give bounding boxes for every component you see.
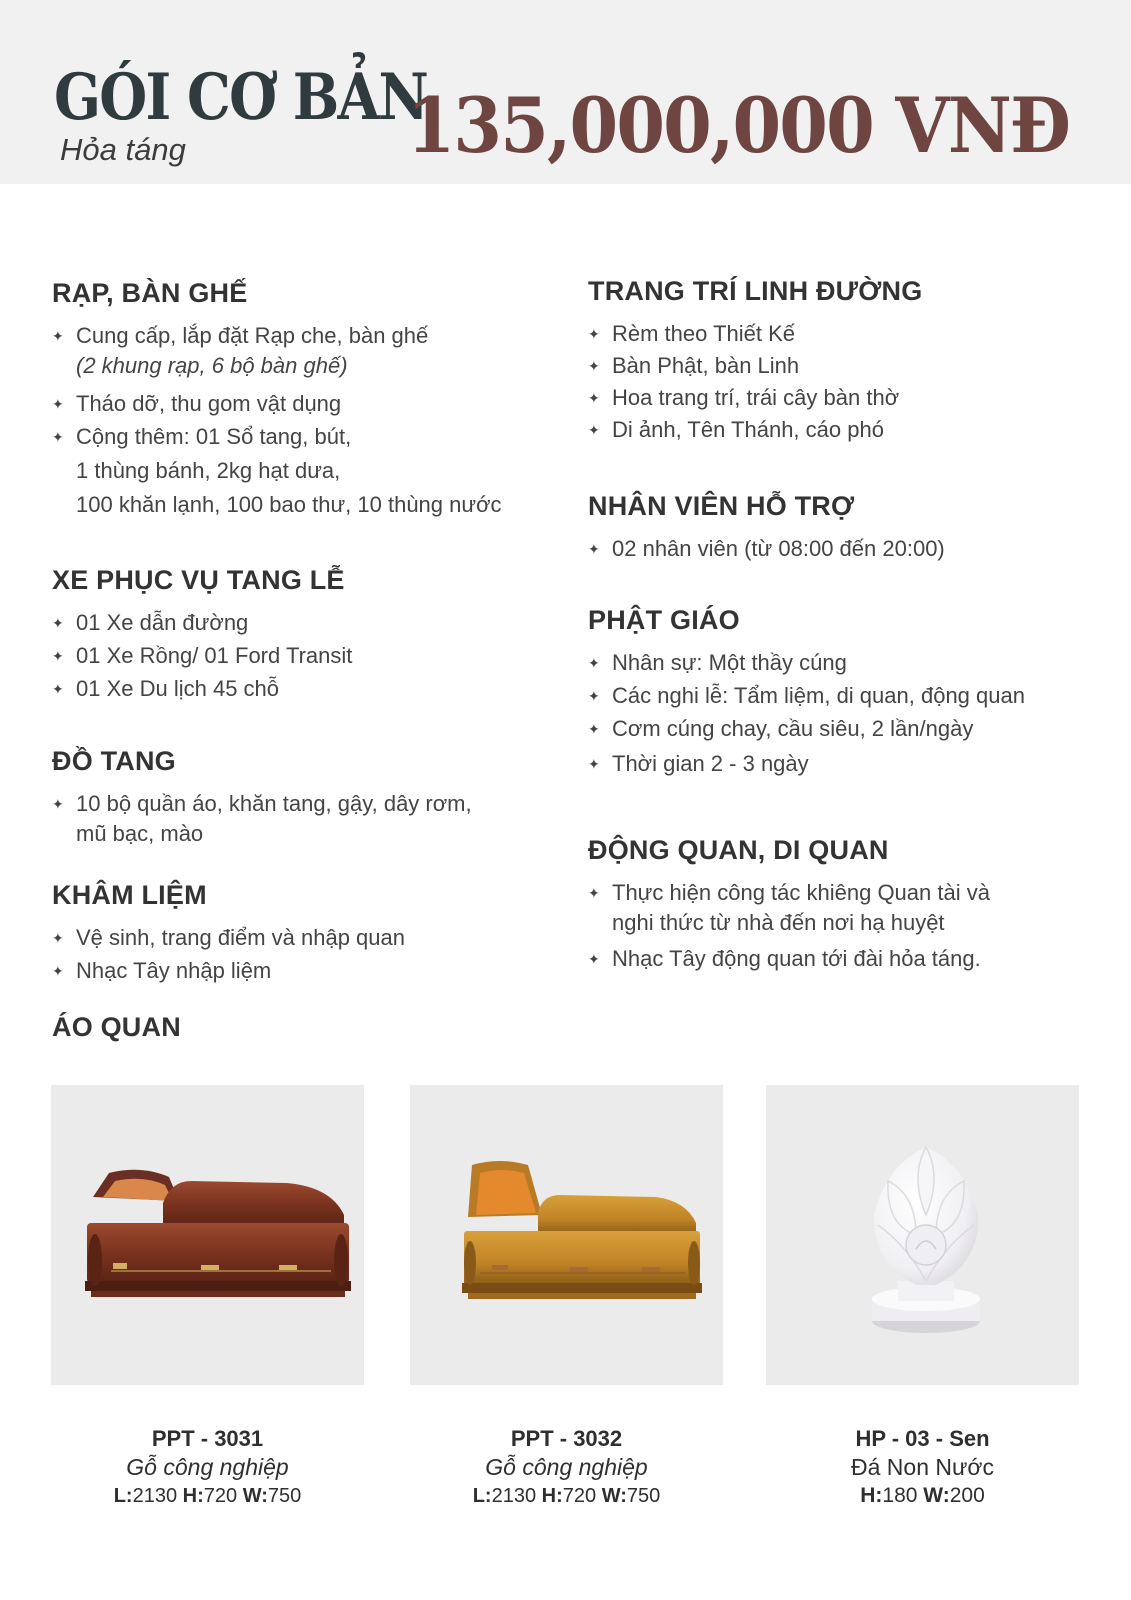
section-title: RẠP, BÀN GHẾ bbox=[52, 278, 248, 308]
section-xe-phuc-vu bbox=[52, 565, 552, 707]
list-item: ✦ Nhân sự: Một thầy cúng bbox=[588, 648, 1108, 678]
list-item: ✦ Rèm theo Thiết Kế bbox=[588, 319, 1088, 349]
list-item: ✦ 10 bộ quần áo, khăn tang, gậy, dây rơm, mũ bạc, mào bbox=[52, 791, 472, 846]
sparkle-bullet-icon: ✦ bbox=[52, 930, 64, 946]
list-item: ✦ Tháo dỡ, thu gom vật dụng bbox=[52, 389, 552, 419]
section-do-tang bbox=[52, 746, 552, 852]
product-dimensions: L:2130 H:720 W:750 bbox=[113, 1485, 302, 1507]
sparkle-bullet-icon: ✦ bbox=[588, 688, 600, 704]
sparkle-bullet-icon: ✦ bbox=[52, 396, 64, 412]
sparkle-bullet-icon: ✦ bbox=[588, 422, 600, 438]
sparkle-bullet-icon: ✦ bbox=[52, 796, 64, 812]
list-item: ✦ Hoa trang trí, trái cây bàn thờ bbox=[588, 383, 1088, 413]
product-dimensions: L:2130 H:720 W:750 bbox=[472, 1485, 661, 1507]
section-title: XE PHỤC VỤ TANG LỄ bbox=[52, 565, 345, 595]
section-title: ĐỒ TANG bbox=[52, 746, 176, 776]
package-subtitle: Hỏa táng bbox=[60, 132, 186, 167]
section-title: ÁO QUAN bbox=[52, 1012, 181, 1042]
section-kham-liem bbox=[52, 880, 552, 989]
product-caption-2 bbox=[410, 1425, 723, 1511]
list-item: ✦ 01 Xe dẫn đường bbox=[52, 608, 552, 638]
list-item: ✦ Thực hiện công tác khiêng Quan tài và nghi thức từ nhà đến nơi hạ huyệt bbox=[588, 880, 990, 935]
header-banner bbox=[0, 0, 1131, 184]
section-nhan-vien bbox=[588, 491, 1088, 567]
section-title: TRANG TRÍ LINH ĐƯỜNG bbox=[588, 276, 923, 306]
list-item: ✦ Bàn Phật, bàn Linh bbox=[588, 351, 1088, 381]
list-item: ✦ Cơm cúng chay, cầu siêu, 2 lần/ngày bbox=[588, 714, 1108, 744]
product-material: Gỗ công nghiệp bbox=[126, 1454, 289, 1480]
package-title: GÓI CƠ BẢN bbox=[54, 60, 428, 135]
sparkle-bullet-icon: ✦ bbox=[52, 963, 64, 979]
section-title: ĐỘNG QUAN, DI QUAN bbox=[588, 835, 889, 865]
sparkle-bullet-icon: ✦ bbox=[588, 390, 600, 406]
section-title: NHÂN VIÊN HỖ TRỢ bbox=[588, 491, 855, 521]
list-item: ✦ Cung cấp, lắp đặt Rạp che, bàn ghế (2 khung rạp, 6 bộ bàn ghế) bbox=[52, 323, 429, 378]
mahogany-casket-icon bbox=[51, 1085, 364, 1385]
sparkle-bullet-icon: ✦ bbox=[588, 885, 600, 901]
section-rap-ban-ghe bbox=[52, 278, 552, 524]
product-image-hp-03-sen bbox=[766, 1085, 1079, 1385]
product-caption-3 bbox=[766, 1425, 1079, 1511]
sparkle-bullet-icon: ✦ bbox=[52, 328, 64, 344]
sparkle-bullet-icon: ✦ bbox=[588, 721, 600, 737]
list-item: ✦ 01 Xe Rồng/ 01 Ford Transit bbox=[52, 641, 552, 671]
sparkle-bullet-icon: ✦ bbox=[52, 648, 64, 664]
list-item: ✦ 02 nhân viên (từ 08:00 đến 20:00) bbox=[588, 534, 1088, 564]
sparkle-bullet-icon: ✦ bbox=[588, 541, 600, 557]
sparkle-bullet-icon: ✦ bbox=[52, 681, 64, 697]
sparkle-bullet-icon: ✦ bbox=[588, 358, 600, 374]
list-item: ✦ 01 Xe Du lịch 45 chỗ bbox=[52, 674, 552, 704]
product-code: PPT - 3032 bbox=[510, 1426, 623, 1451]
sparkle-bullet-icon: ✦ bbox=[52, 615, 64, 631]
section-dong-quan bbox=[588, 835, 1108, 977]
product-material: Đá Non Nước bbox=[851, 1454, 994, 1480]
sparkle-bullet-icon: ✦ bbox=[52, 429, 64, 445]
lotus-urn-icon bbox=[766, 1085, 1079, 1385]
product-material: Gỗ công nghiệp bbox=[485, 1454, 648, 1480]
product-code: PPT - 3031 bbox=[151, 1426, 264, 1451]
oak-casket-icon bbox=[410, 1085, 723, 1385]
list-item: ✦ Thời gian 2 - 3 ngày bbox=[588, 749, 1108, 779]
section-trang-tri bbox=[588, 276, 1088, 448]
list-item: ✦ Nhạc Tây nhập liệm bbox=[52, 956, 552, 986]
list-item: ✦ Nhạc Tây động quan tới đài hỏa táng. bbox=[588, 944, 1108, 974]
list-item: ✦ Cộng thêm: 01 Sổ tang, bút, 1 thùng bánh, 2kg hạt dưa, 100 khăn lạnh, 100 bao thư, 10 thùng nước bbox=[52, 424, 502, 517]
product-image-ppt-3031 bbox=[51, 1085, 364, 1385]
sparkle-bullet-icon: ✦ bbox=[588, 655, 600, 671]
sparkle-bullet-icon: ✦ bbox=[588, 951, 600, 967]
sparkle-bullet-icon: ✦ bbox=[588, 326, 600, 342]
product-code: HP - 03 - Sen bbox=[855, 1426, 990, 1451]
section-title: KHÂM LIỆM bbox=[52, 880, 207, 910]
list-item: ✦ Vệ sinh, trang điểm và nhập quan bbox=[52, 923, 552, 953]
sparkle-bullet-icon: ✦ bbox=[588, 756, 600, 772]
section-ao-quan bbox=[52, 1012, 552, 1055]
product-dimensions: H:180 W:200 bbox=[860, 1484, 985, 1507]
list-item: ✦ Các nghi lễ: Tẩm liệm, di quan, động quan bbox=[588, 681, 1108, 711]
product-image-ppt-3032 bbox=[410, 1085, 723, 1385]
section-phat-giao bbox=[588, 605, 1108, 782]
list-item: ✦ Di ảnh, Tên Thánh, cáo phó bbox=[588, 415, 1088, 445]
section-title: PHẬT GIÁO bbox=[588, 605, 740, 635]
package-price: 135,000,000 VNĐ bbox=[406, 81, 1069, 170]
product-caption-1 bbox=[51, 1425, 364, 1511]
